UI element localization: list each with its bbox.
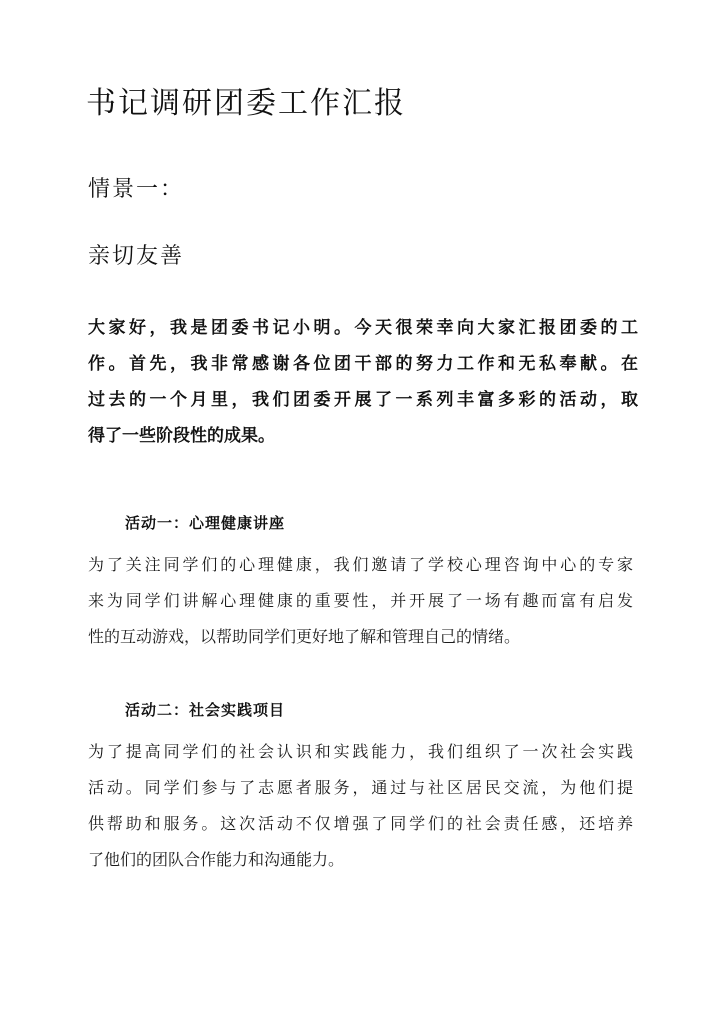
intro-paragraph [88, 310, 638, 454]
activity-two-paragraph [88, 734, 633, 878]
activity-one-paragraph [88, 547, 633, 655]
intro-line: 大家好，我是团委书记小明。今天很荣幸向大家汇报团委的工 [88, 318, 638, 338]
activity-one-title: 活动一：心理健康讲座 [125, 514, 286, 532]
paragraph-line: 为了关注同学们的心理健康，我们邀请了学校心理咨询中心的专家 [88, 555, 633, 574]
paragraph-line: 活动。同学们参与了志愿者服务，通过与社区居民交流，为他们提 [88, 778, 633, 797]
paragraph-line: 来为同学们讲解心理健康的重要性，并开展了一场有趣而富有启发 [88, 591, 633, 610]
paragraph-line: 了他们的团队合作能力和沟通能力。 [88, 850, 345, 869]
scene-heading: 情景一： [88, 177, 185, 202]
document-title: 书记调研团委工作汇报 [86, 86, 406, 121]
intro-line: 过去的一个月里，我们团委开展了一系列丰富多彩的活动，取 [88, 390, 638, 410]
paragraph-line: 性的互动游戏，以帮助同学们更好地了解和管理自己的情绪。 [88, 627, 521, 646]
intro-line: 作。首先，我非常感谢各位团干部的努力工作和无私奉献。在 [88, 354, 638, 374]
section-subtitle: 亲切友善 [88, 244, 185, 269]
paragraph-line: 供帮助和服务。这次活动不仅增强了同学们的社会责任感，还培养 [88, 814, 633, 833]
activity-two-title: 活动二：社会实践项目 [125, 701, 286, 719]
intro-line: 得了一些阶段性的成果。 [88, 426, 275, 446]
paragraph-line: 为了提高同学们的社会认识和实践能力，我们组织了一次社会实践 [88, 742, 633, 761]
